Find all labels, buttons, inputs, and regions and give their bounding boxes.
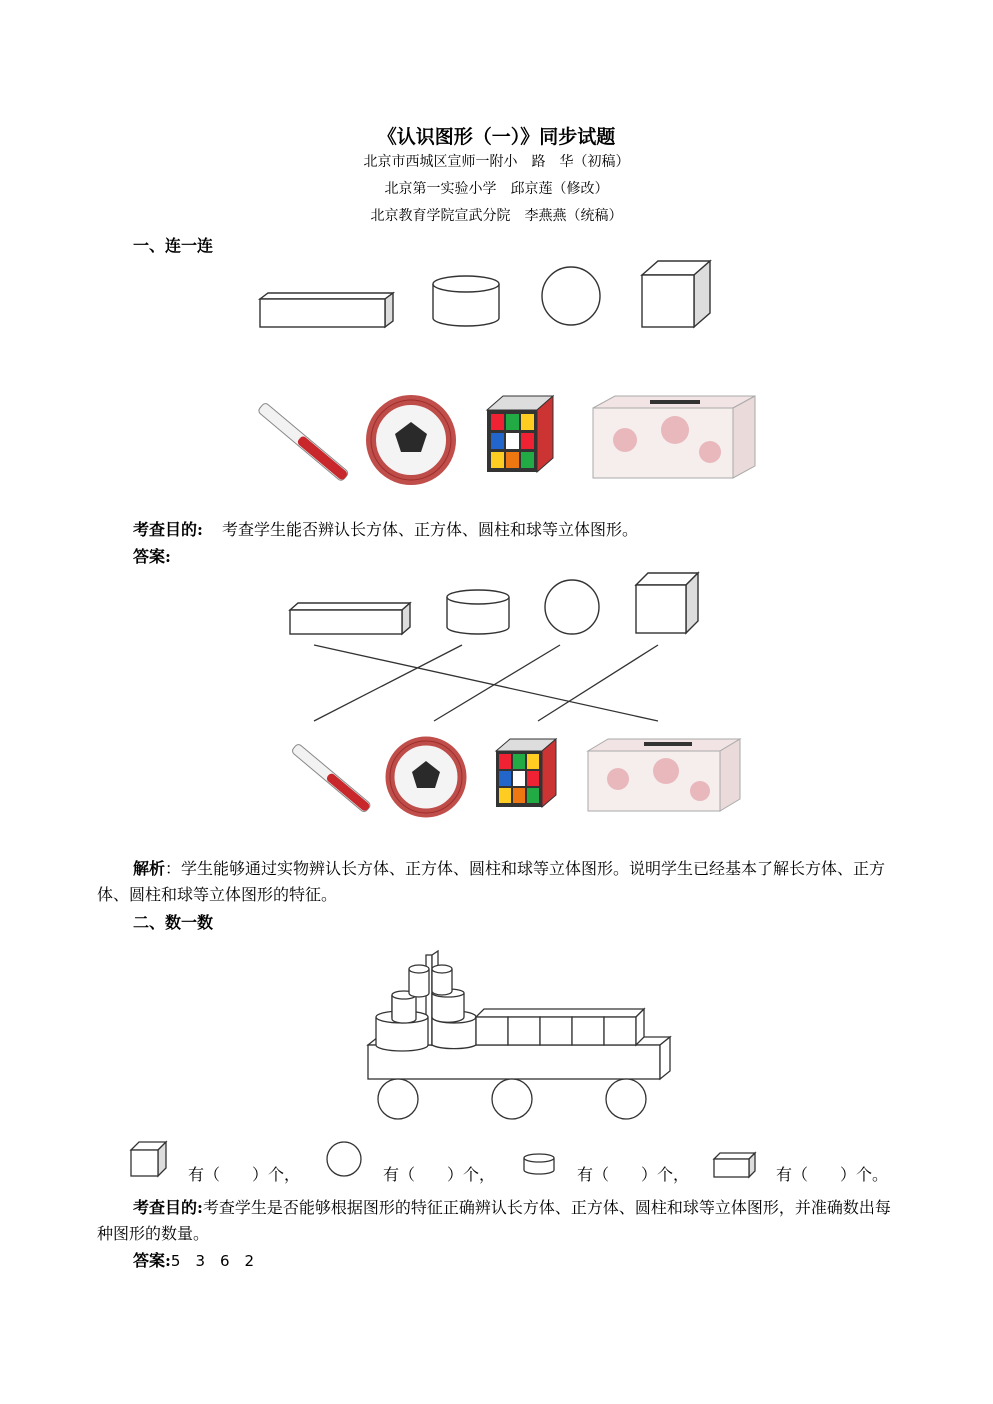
count-cylinder-icon: [522, 1152, 562, 1182]
section1-shapes-row: [250, 255, 720, 335]
section2-heading: 二、数一数: [133, 913, 214, 932]
answer-label: 答案:: [133, 1251, 171, 1270]
sphere-shape: [542, 267, 600, 325]
section2-truck-figure: [360, 945, 680, 1125]
count-cuboid-icon: [713, 1150, 759, 1180]
section1-answer-label: 答案:: [133, 547, 171, 566]
count-cube-text: 有（ ）个，: [188, 1165, 301, 1184]
cube-shape: [642, 261, 710, 327]
section1-objects-row: [255, 390, 765, 490]
purpose-label: 考查目的:: [133, 520, 203, 539]
count-cube-icon: [130, 1140, 170, 1180]
page-title: 《认识图形（一）》同步试题: [377, 126, 616, 148]
rubiks-cube-object: [487, 396, 553, 472]
purpose-text: 考查学生是否能够根据图形的特征正确辨认长方体、正方体、圆柱和球等立体图形，并准确数出每种图形的数量。: [97, 1198, 891, 1243]
section1-purpose: [133, 517, 903, 543]
analysis-text: ：学生能够通过实物辨认长方体、正方体、圆柱和球等立体图形。说明学生已经基本了解长方体、正方体、圆柱和球等立体图形的特征。: [97, 859, 886, 904]
section2-answer: [133, 1248, 254, 1274]
cube-shape: [636, 573, 698, 633]
section2-purpose: [97, 1195, 903, 1247]
purpose-label: 考查目的:: [133, 1198, 203, 1217]
cylinder-shape: [433, 276, 499, 326]
crayon-object: [291, 743, 372, 813]
purpose-text: 考查学生能否辨认长方体、正方体、圆柱和球等立体图形。: [222, 520, 639, 539]
sphere-shape: [545, 580, 599, 634]
author-line-2: 北京第一实验小学 邱京莲（修改）: [384, 181, 609, 197]
soccer-ball-object: [390, 741, 462, 813]
cuboid-shape: [260, 293, 393, 327]
cuboid-shape: [290, 603, 410, 634]
count-cuboid-text: 有（ ）个。: [776, 1165, 889, 1184]
tissue-box-object: [593, 396, 755, 478]
crayon-object: [257, 402, 349, 482]
section1-analysis: [97, 856, 903, 908]
count-sphere-icon: [326, 1141, 366, 1181]
count-sphere-text: 有（ ）个，: [383, 1165, 496, 1184]
answer-text: 5 3 6 2: [170, 1252, 255, 1270]
author-line-3: 北京教育学院宣武分院 李燕燕（统稿）: [370, 208, 623, 224]
tissue-box-object: [588, 739, 740, 811]
analysis-label: 解析: [133, 859, 166, 878]
rubiks-cube-object: [496, 739, 556, 807]
soccer-ball-object: [371, 400, 451, 480]
count-cylinder-text: 有（ ）个，: [577, 1165, 690, 1184]
match-lines: [314, 645, 658, 721]
section1-heading: 一、连一连: [133, 236, 214, 255]
section1-answer-diagram: [280, 565, 750, 820]
cylinder-shape: [447, 590, 509, 634]
author-line-1: 北京市西城区宣师一附小 路 华（初稿）: [363, 154, 630, 170]
